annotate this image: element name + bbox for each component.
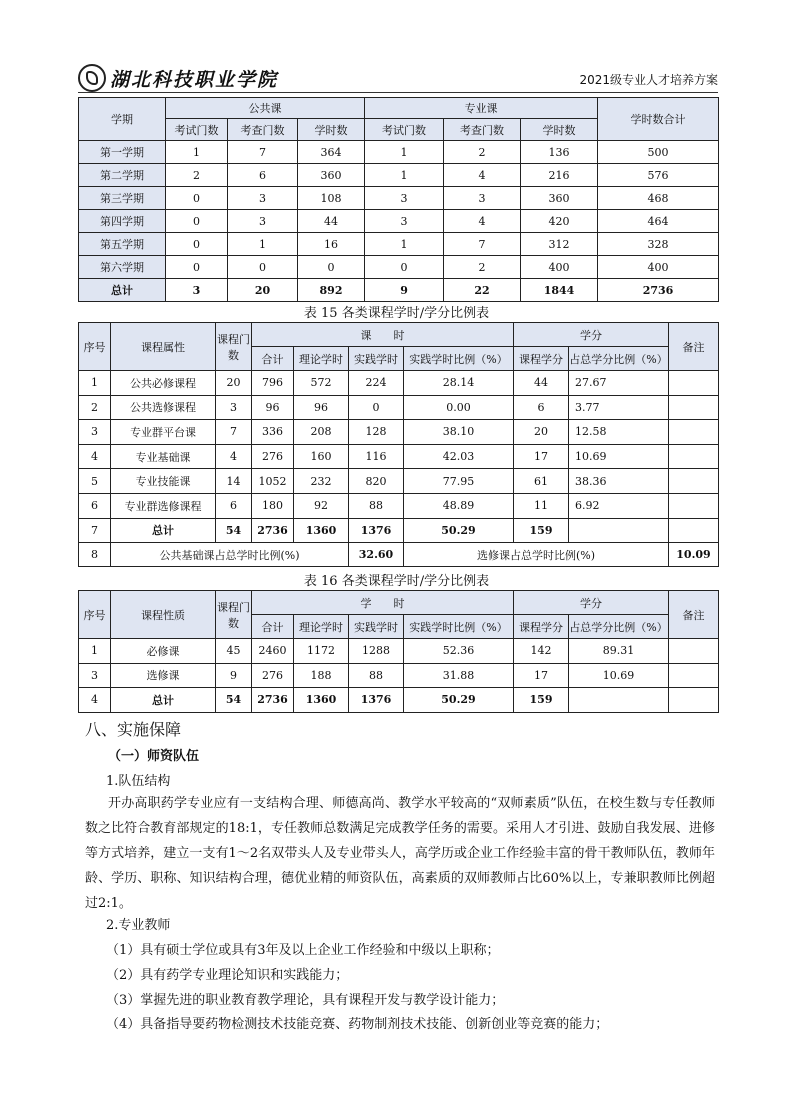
table-cell: 6.92 [569,493,669,518]
table-row [79,663,719,688]
table-cell: 820 [349,469,404,494]
table-cell: 12.58 [569,420,669,445]
table-cell: 1 [365,164,444,187]
table-cell: 2460 [252,639,294,664]
course-nature-ratio-table [78,590,719,713]
table-cell: 188 [294,663,349,688]
table-cell: 96 [294,395,349,420]
table-cell: 572 [294,371,349,396]
teacher-requirement-item: （3）掌握先进的职业教育教学理论，具有课程开发与教学设计能力； [106,993,505,1008]
header-hours: 学时数 [298,119,365,141]
table-cell: 160 [294,444,349,469]
ratio-row [79,543,719,567]
header-practice-ratio: 实践学时比例（%） [404,615,514,639]
header-course-count: 课程门数 [216,591,252,639]
table-cell: 224 [349,371,404,396]
table-cell: 总计 [111,518,216,543]
table-cell: 4 [79,688,111,713]
table-cell: 0 [365,256,444,279]
header-hours-group: 课 时 [252,323,514,347]
table-cell: 专业技能课 [111,469,216,494]
header-hours: 学时数 [521,119,598,141]
header-credit-ratio: 占总学分比例（%） [569,347,669,371]
header-course-credit: 课程学分 [514,615,569,639]
table-cell: 3 [166,279,228,302]
table-row [79,469,719,494]
header-divider [78,92,718,93]
table-cell: 专业群选修课程 [111,493,216,518]
header-check-count: 考查门数 [228,119,298,141]
table-cell: 6 [216,493,252,518]
table-cell: 1 [79,371,111,396]
table-cell: 9 [216,663,252,688]
document-title: 2021级专业人才培养方案 [579,73,718,87]
table-cell: 88 [349,663,404,688]
header-sum: 合计 [252,347,294,371]
table-cell: 22 [444,279,521,302]
table-cell [669,518,719,543]
table-cell: 2 [166,164,228,187]
table-cell: 第四学期 [79,210,166,233]
table-cell: 1 [365,141,444,164]
table-cell: 360 [521,187,598,210]
table-cell: 3 [444,187,521,210]
table-cell: 1 [166,141,228,164]
elective-ratio-label: 选修课占总学时比例(%) [404,543,669,567]
table-cell: 2 [444,141,521,164]
table-row [79,256,719,279]
teacher-requirement-item: （1）具有硕士学位或具有3年及以上企业工作经验和中级以上职称； [106,943,500,958]
table-cell: 136 [521,141,598,164]
header-credits-group: 学分 [514,591,669,615]
table-cell: 10.69 [569,444,669,469]
table-row [79,420,719,445]
table-cell: 42.03 [404,444,514,469]
table-row [79,371,719,396]
table-cell: 28.14 [404,371,514,396]
table-cell: 276 [252,663,294,688]
table-cell: 7 [79,518,111,543]
table-cell: 14 [216,469,252,494]
table-cell: 500 [598,141,719,164]
table-cell: 92 [294,493,349,518]
table-cell: 2736 [252,518,294,543]
table-cell: 1376 [349,688,404,713]
table-cell: 1288 [349,639,404,664]
table-cell: 2 [444,256,521,279]
table-cell: 0 [349,395,404,420]
table-cell: 576 [598,164,719,187]
table-cell: 61 [514,469,569,494]
table-cell: 796 [252,371,294,396]
table-cell: 1172 [294,639,349,664]
header-practice-hours: 实践学时 [349,615,404,639]
table-cell: 20 [514,420,569,445]
table-cell: 364 [298,141,365,164]
table-cell: 3 [228,187,298,210]
table-row [79,493,719,518]
table-cell: 0 [166,187,228,210]
team-structure-paragraph: 开办高职药学专业应有一支结构合理、师德高尚、教学水平较高的“双师素质”队伍，在校生数与专任教师数之比符合教育部规定的18:1，专任教师总数满足完成教学任务的需要。采用人才引进、鼓励自我发展、进修等方式培养，建立一支有1～2名双带头人及专业带头人，高学历或企业工作经验丰富的骨干教师队伍，教师年龄、学历、职称、知识结构合理，德优业精的师资队伍，高素质的双师教师占比60%以上，专兼职教师比例超过2:1。 [85,796,715,911]
teacher-requirement-item: （4）具备指导要药物检测技术技能竞赛、药物制剂技术技能、创新创业等竞赛的能力； [106,1017,609,1032]
teachers-heading: 2.专业教师 [106,918,171,933]
header-no: 序号 [79,323,111,371]
table-cell: 1052 [252,469,294,494]
table-cell: 400 [521,256,598,279]
header-practice-ratio: 实践学时比例（%） [404,347,514,371]
table-cell: 31.88 [404,663,514,688]
table-cell: 128 [349,420,404,445]
table-cell: 312 [521,233,598,256]
table-cell [569,518,669,543]
total-row [79,688,719,713]
header-semester: 学期 [79,98,166,141]
table-cell: 1376 [349,518,404,543]
table-cell: 总计 [111,688,216,713]
table-cell: 9 [365,279,444,302]
header-public: 公共课 [166,98,365,119]
table-cell: 360 [298,164,365,187]
header-hours-group: 学 时 [252,591,514,615]
header-check-count: 考查门数 [444,119,521,141]
header-theory-hours: 理论学时 [294,615,349,639]
table-cell: 3 [79,663,111,688]
table-cell [669,420,719,445]
table-cell: 44 [298,210,365,233]
header-total-hours: 学时数合计 [598,98,719,141]
table-cell: 208 [294,420,349,445]
table-row [79,164,719,187]
table-cell: 4 [444,210,521,233]
table-cell: 17 [514,663,569,688]
header-credits-group: 学分 [514,323,669,347]
table-cell: 336 [252,420,294,445]
table-cell: 88 [349,493,404,518]
course-category-ratio-table [78,322,719,567]
table-cell: 公共必修课程 [111,371,216,396]
team-structure-heading: 1.队伍结构 [106,774,171,789]
table-cell: 3 [228,210,298,233]
table-cell: 1844 [521,279,598,302]
table-cell: 第五学期 [79,233,166,256]
table-cell: 328 [598,233,719,256]
table-cell: 3 [79,420,111,445]
table-cell [669,371,719,396]
table-cell: 3 [365,210,444,233]
table-caption: 表 16 各类课程学时/学分比例表 [303,574,490,589]
table-cell: 464 [598,210,719,233]
table-cell: 216 [521,164,598,187]
table-cell: 2 [79,395,111,420]
header-remark: 备注 [669,591,719,639]
table-cell: 公共选修课程 [111,395,216,420]
table-cell: 52.36 [404,639,514,664]
header-exam-count: 考试门数 [365,119,444,141]
header-exam-count: 考试门数 [166,119,228,141]
table-cell [569,688,669,713]
table-cell: 159 [514,688,569,713]
table-row [79,141,719,164]
table-cell: 3 [365,187,444,210]
table-cell: 2736 [252,688,294,713]
header-practice-hours: 实践学时 [349,347,404,371]
table-cell: 54 [216,688,252,713]
table-cell: 1360 [294,518,349,543]
table-cell [669,469,719,494]
ratio-row-no: 8 [79,543,111,567]
table-cell: 27.67 [569,371,669,396]
total-row [79,279,719,302]
table-cell: 1 [79,639,111,664]
header-course-count: 课程门数 [216,323,252,371]
table-cell: 1360 [294,688,349,713]
table-cell: 96 [252,395,294,420]
table-cell: 20 [228,279,298,302]
table-caption: 表 15 各类课程学时/学分比例表 [303,306,490,321]
table-cell: 89.31 [569,639,669,664]
table-row [79,444,719,469]
table-cell: 4 [216,444,252,469]
elective-ratio-value: 10.09 [669,543,719,567]
table-cell: 45 [216,639,252,664]
table-cell: 专业基础课 [111,444,216,469]
table-row [79,639,719,664]
table-cell [669,663,719,688]
teacher-requirement-item: （2）具有药学专业理论知识和实践能力； [106,968,349,983]
total-row [79,518,719,543]
table-cell: 48.89 [404,493,514,518]
table-cell: 16 [298,233,365,256]
table-cell: 7 [228,141,298,164]
table-cell: 44 [514,371,569,396]
table-cell: 3 [216,395,252,420]
header-major: 专业课 [365,98,598,119]
table-cell: 1 [228,233,298,256]
table-cell: 0.00 [404,395,514,420]
table-cell: 选修课 [111,663,216,688]
header-remark: 备注 [669,323,719,371]
header-sum: 合计 [252,615,294,639]
table-cell: 7 [444,233,521,256]
table-cell: 159 [514,518,569,543]
table-cell: 892 [298,279,365,302]
table-cell: 77.95 [404,469,514,494]
header-credit-ratio: 占总学分比例（%） [569,615,669,639]
table-cell: 232 [294,469,349,494]
table-cell: 54 [216,518,252,543]
table-cell: 2736 [598,279,719,302]
table-cell: 6 [514,395,569,420]
table-cell: 108 [298,187,365,210]
school-logo-icon [78,64,106,92]
table-cell [669,444,719,469]
header-theory-hours: 理论学时 [294,347,349,371]
subsection-title: （一）师资队伍 [108,749,200,764]
table-cell: 第三学期 [79,187,166,210]
table-cell: 0 [166,256,228,279]
table-cell: 1 [365,233,444,256]
table-cell: 0 [166,210,228,233]
table-cell: 5 [79,469,111,494]
school-name: 湖北科技职业学院 [110,69,279,91]
section-title: 八、实施保障 [85,720,182,739]
table-cell: 7 [216,420,252,445]
table-cell: 4 [444,164,521,187]
table-cell: 17 [514,444,569,469]
table-cell: 276 [252,444,294,469]
table-cell: 第六学期 [79,256,166,279]
header-course-nature: 课程性质 [111,591,216,639]
header-course-credit: 课程学分 [514,347,569,371]
table-cell: 20 [216,371,252,396]
header-no: 序号 [79,591,111,639]
table-cell: 50.29 [404,688,514,713]
table-cell: 400 [598,256,719,279]
table-cell: 11 [514,493,569,518]
table-cell: 3.77 [569,395,669,420]
table-cell [669,639,719,664]
table-cell: 38.10 [404,420,514,445]
table-cell: 0 [166,233,228,256]
table-cell: 420 [521,210,598,233]
table-row [79,233,719,256]
header-course-attr: 课程属性 [111,323,216,371]
semester-hours-table [78,97,719,302]
public-ratio-value: 32.60 [349,543,404,567]
page-header [78,64,718,94]
table-cell: 6 [228,164,298,187]
table-cell [669,493,719,518]
table-row [79,187,719,210]
table-cell: 0 [298,256,365,279]
table-cell: 6 [79,493,111,518]
table-cell: 第二学期 [79,164,166,187]
table-cell: 50.29 [404,518,514,543]
table-cell: 专业群平台课 [111,420,216,445]
table-cell: 第一学期 [79,141,166,164]
table-cell [669,395,719,420]
table-cell: 4 [79,444,111,469]
table-row [79,395,719,420]
table-cell: 必修课 [111,639,216,664]
table-cell: 142 [514,639,569,664]
table-cell: 0 [228,256,298,279]
table-cell: 总计 [79,279,166,302]
public-ratio-label: 公共基础课占总学时比例(%) [111,543,349,567]
table-row [79,210,719,233]
table-cell: 38.36 [569,469,669,494]
table-cell: 10.69 [569,663,669,688]
table-cell: 468 [598,187,719,210]
table-cell: 180 [252,493,294,518]
table-cell: 116 [349,444,404,469]
table-cell [669,688,719,713]
